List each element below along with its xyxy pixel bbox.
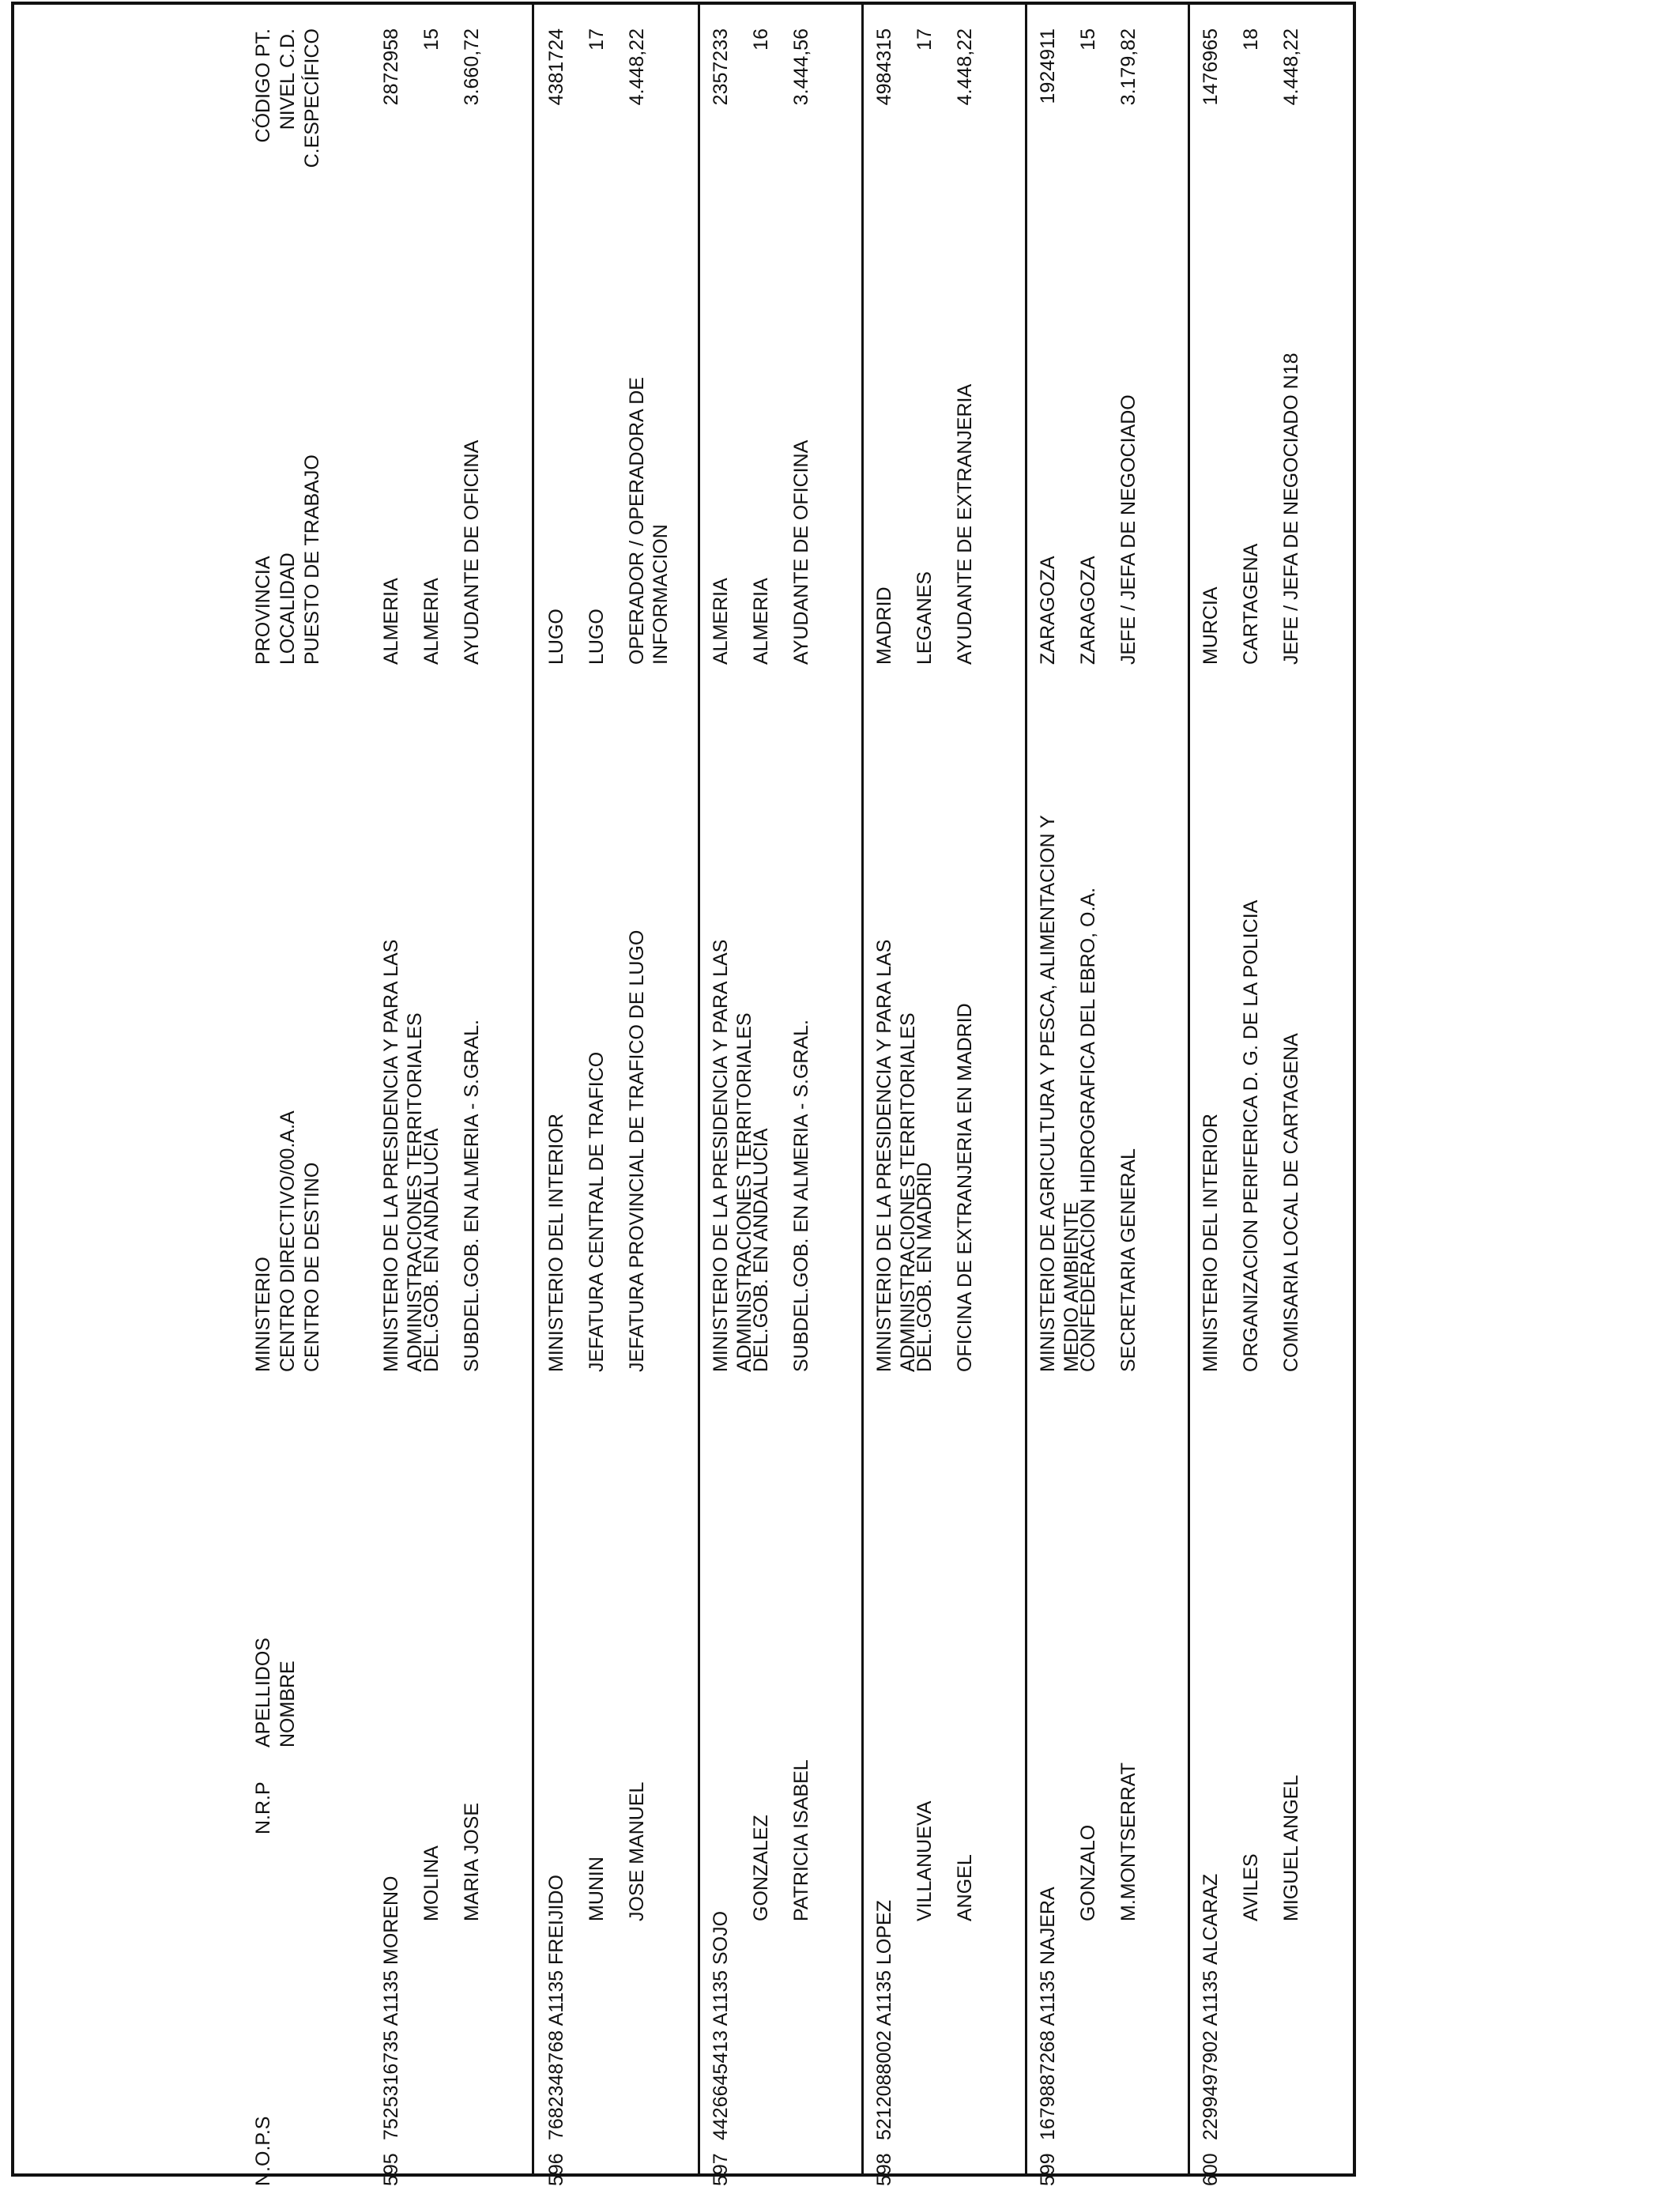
row-apellido1: MORENO [380,1875,402,1965]
row-nrp: 7525316735 A1135 [380,1970,402,2140]
row-nrp: 5212088002 A1135 [873,1970,895,2140]
row-centro-destino: SECRETARIA GENERAL [1117,1148,1139,1372]
row-centro-destino: COMISARIA LOCAL DE CARTAGENA [1280,1033,1302,1372]
row-codigo: 2357233 [710,28,732,106]
row-nops: 595 [380,2153,402,2186]
row-especifico: 4.448,22 [626,28,648,106]
row-centro-directivo: DEL.GOB. EN MADRID [913,1162,936,1372]
row-puesto: AYUDANTE DE OFICINA [461,439,483,665]
row-puesto: AYUDANTE DE EXTRANJERIA [954,383,976,665]
header-apellidos-label: APELLIDOS [252,1638,274,1747]
row-centro-destino: JEFATURA PROVINCIAL DE TRAFICO DE LUGO [626,929,648,1372]
row-divider [861,2,864,2173]
row-provincia: LUGO [545,609,567,665]
row-nivel: 16 [750,28,772,51]
header-localidad-label: LOCALIDAD [277,552,299,665]
row-nombre: PATRICIA ISABEL [790,1759,812,1921]
row-nrp: 1679887268 A1135 [1037,1970,1059,2140]
row-apellido2: GONZALEZ [750,1815,772,1921]
row-apellido2: GONZALO [1077,1824,1099,1921]
row-nops: 600 [1200,2153,1222,2186]
row-centro-directivo: ORGANIZACION PERIFERICA D. G. DE LA POLICIA [1240,899,1262,1372]
row-localidad: ZARAGOZA [1077,556,1099,665]
row-codigo: 4984315 [873,28,895,106]
row-provincia: ALMERIA [710,578,732,665]
row-puesto: JEFE / JEFA DE NEGOCIADO [1117,394,1139,665]
header-nombre-label: NOMBRE [277,1661,299,1747]
header-centro-directivo-label: CENTRO DIRECTIVO/00.A.A [277,1110,299,1372]
row-ministerio: MINISTERIO DEL INTERIOR [1200,1114,1222,1372]
row-nombre: ANGEL [954,1854,976,1921]
row-ministerio: MINISTERIO DEL INTERIOR [545,1114,567,1372]
row-apellido1: NAJERA [1037,1887,1059,1965]
row-apellido1: SOJO [710,1910,732,1965]
row-centro-destino: SUBDEL.GOB. EN ALMERIA - S.GRAL. [461,1020,483,1372]
header-provincia-label: PROVINCIA [252,556,274,665]
row-nivel: 15 [1077,28,1099,51]
row-especifico: 3.444,56 [790,28,812,106]
row-nombre: JOSE MANUEL [626,1781,648,1921]
row-localidad: CARTAGENA [1240,543,1262,665]
row-ministerio: MINISTERIO DE AGRICULTURA Y PESCA, ALIMENTACION Y MEDIO AMBIENTE [1037,815,1083,1372]
row-provincia: ZARAGOZA [1037,556,1059,665]
row-localidad: ALMERIA [420,578,443,665]
row-apellido1: ALCARAZ [1200,1873,1222,1965]
header-codigo-label: CÓDIGO PT. [252,28,274,143]
row-especifico: 3.660,72 [461,28,483,106]
row-especifico: 3.179,82 [1117,28,1139,106]
row-centro-destino: SUBDEL.GOB. EN ALMERIA - S.GRAL. [790,1020,812,1372]
row-codigo: 1476965 [1200,28,1222,106]
row-nivel: 15 [420,28,443,51]
row-nops: 597 [710,2153,732,2186]
row-nrp: 2299497902 A1135 [1200,1970,1222,2140]
header-ministerio-label: MINISTERIO [252,1257,274,1372]
row-divider [1025,2,1027,2173]
header-especifico-label: C.ESPECÍFICO [301,28,323,168]
row-codigo: 1924911 [1037,28,1059,104]
row-nops: 596 [545,2153,567,2186]
row-centro-directivo: DEL.GOB. EN ANDALUCIA [750,1128,772,1372]
row-divider [532,2,534,2173]
row-localidad: LUGO [586,609,608,665]
header-centro-destino-label: CENTRO DE DESTINO [301,1162,323,1372]
header-nrp-label: N.R.P [252,1781,274,1834]
row-divider [698,2,700,2173]
row-provincia: MADRID [873,586,895,665]
row-nombre: MIGUEL ANGEL [1280,1774,1302,1921]
row-especifico: 4.448,22 [954,28,976,106]
header-puesto-label: PUESTO DE TRABAJO [301,454,323,665]
row-nivel: 17 [586,28,608,51]
header-nops-label: N.O.P.S [252,2116,274,2186]
row-especifico: 4.448,22 [1280,28,1302,106]
row-nops: 598 [873,2153,895,2186]
row-nivel: 18 [1240,28,1262,51]
row-codigo: 2872958 [380,28,402,106]
row-ministerio: MINISTERIO DE LA PRESIDENCIA Y PARA LAS ADMINISTRACIONES TERRITORIALES [710,939,755,1372]
row-apellido2: AVILES [1240,1853,1262,1921]
row-ministerio: MINISTERIO DE LA PRESIDENCIA Y PARA LAS ADMINISTRACIONES TERRITORIALES [380,939,426,1372]
row-nombre: M.MONTSERRAT [1117,1762,1139,1921]
row-localidad: LEGANES [913,571,936,665]
row-apellido2: MUNIN [586,1857,608,1921]
row-provincia: ALMERIA [380,578,402,665]
row-ministerio: MINISTERIO DE LA PRESIDENCIA Y PARA LAS ADMINISTRACIONES TERRITORIALES [873,939,919,1372]
row-centro-directivo: DEL.GOB. EN ANDALUCIA [420,1128,443,1372]
row-apellido2: MOLINA [420,1845,443,1921]
row-nops: 599 [1037,2153,1059,2186]
row-centro-destino: OFICINA DE EXTRANJERIA EN MADRID [954,1003,976,1372]
row-provincia: MURCIA [1200,586,1222,665]
table-frame [11,2,1356,2177]
row-puesto: JEFE / JEFA DE NEGOCIADO N18 [1280,352,1302,665]
row-apellido1: FREIJIDO [545,1875,567,1965]
row-divider [1188,2,1190,2173]
row-apellido1: LOPEZ [873,1900,895,1965]
row-codigo: 4381724 [545,28,567,106]
row-centro-directivo: CONFEDERACION HIDROGRAFICA DEL EBRO, O.A. [1077,887,1099,1372]
row-nivel: 17 [913,28,936,51]
row-puesto: AYUDANTE DE OFICINA [790,439,812,665]
row-nrp: 7682348768 A1135 [545,1970,567,2140]
row-centro-directivo: JEFATURA CENTRAL DE TRAFICO [586,1051,608,1372]
row-puesto: OPERADOR / OPERADORA DE INFORMACION [626,377,672,665]
row-nombre: MARIA JOSE [461,1802,483,1921]
row-localidad: ALMERIA [750,578,772,665]
row-apellido2: VILLANUEVA [913,1800,936,1921]
header-nivel-label: NIVEL C.D. [277,28,299,130]
row-nrp: 4426645413 A1135 [710,1970,732,2140]
